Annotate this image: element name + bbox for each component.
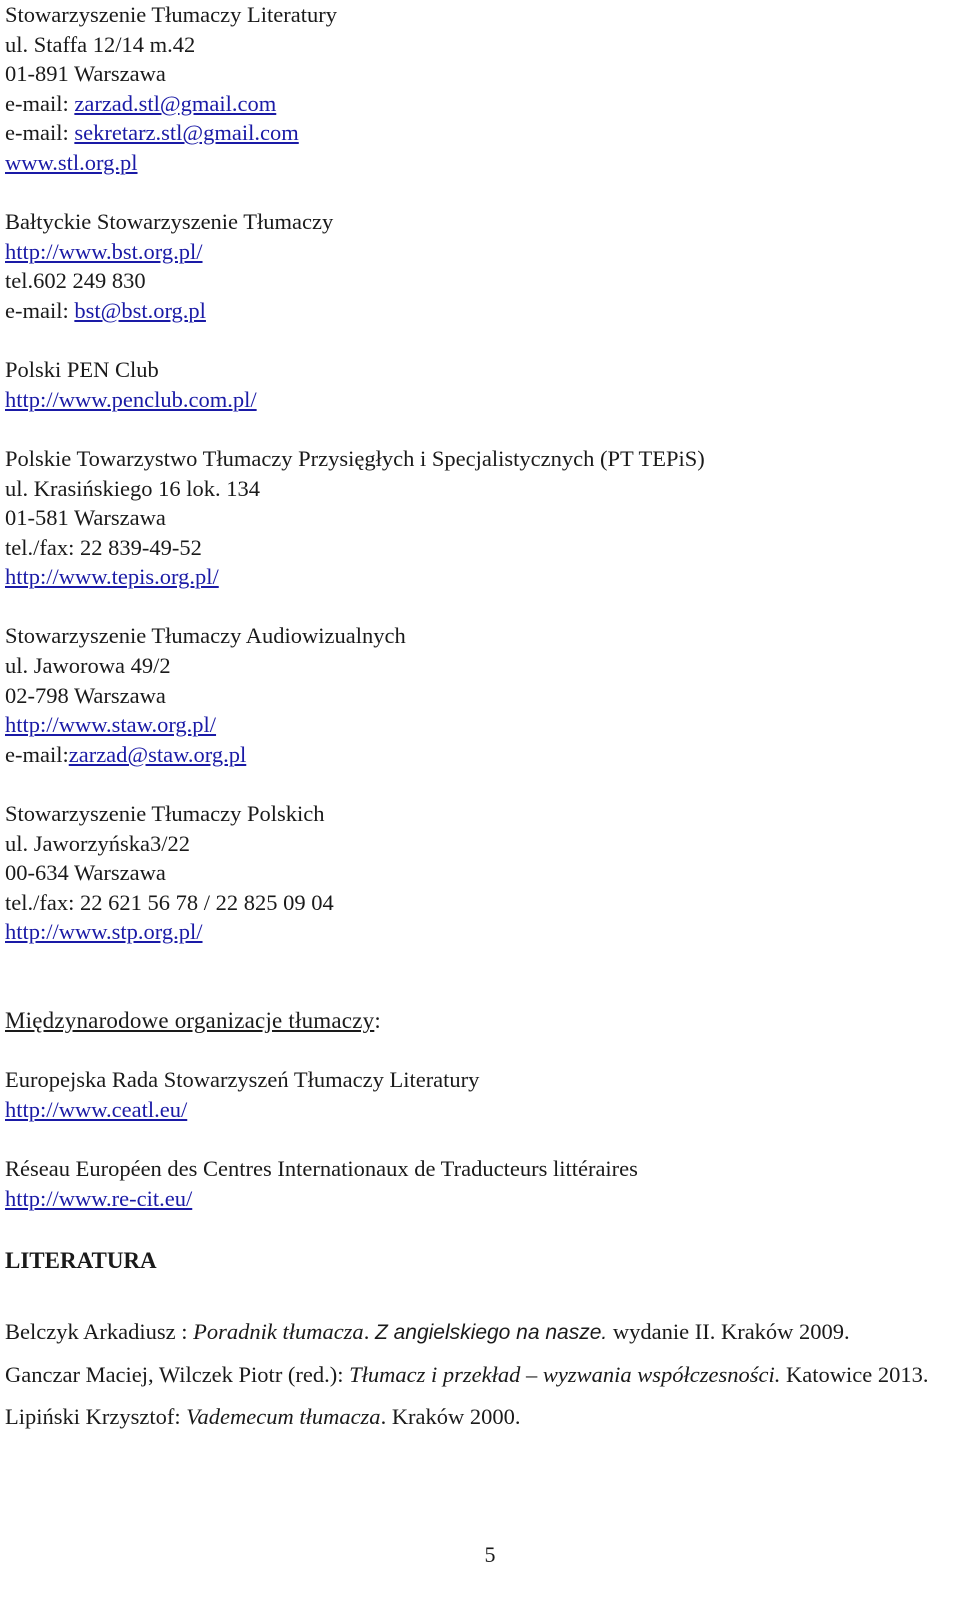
org-name: Bałtyckie Stowarzyszenie Tłumaczy <box>5 209 334 235</box>
spacer <box>5 178 955 208</box>
international-heading <box>5 1006 955 1036</box>
org-phone: tel.602 249 830 <box>5 268 146 294</box>
email-label: e-mail: <box>5 297 75 323</box>
org-block-bst <box>5 207 955 325</box>
email-link[interactable]: sekretarz.stl@gmail.com <box>74 120 299 146</box>
email-link[interactable]: zarzad.stl@gmail.com <box>74 90 277 116</box>
org-name: Polskie Towarzystwo Tłumaczy Przysięgłych i Specjalistycznych (PT TEPiS) <box>5 445 705 471</box>
org-email-line <box>5 296 955 326</box>
website-link[interactable]: http://www.penclub.com.pl/ <box>5 386 257 412</box>
intl-org-ceatl <box>5 1065 955 1124</box>
spacer <box>5 1036 955 1066</box>
ref-author: Lipiński Krzysztof: <box>5 1404 187 1430</box>
page-number: 5 <box>484 1542 496 1567</box>
org-block-staw <box>5 621 955 769</box>
spacer <box>5 1390 955 1402</box>
literature-title: LITERATURA <box>5 1248 157 1274</box>
org-web-line <box>5 917 955 947</box>
ref-title: Tłumacz i przekład – wyzwania współczesności. <box>349 1362 781 1388</box>
ref-title: Vademecum tłumacza <box>186 1404 381 1430</box>
website-link[interactable]: http://www.re-cit.eu/ <box>5 1185 193 1211</box>
spacer <box>5 1213 955 1235</box>
org-block-pen <box>5 355 955 414</box>
org-address: ul. Staffa 12/14 m.42 <box>5 31 196 57</box>
international-heading-text: Międzynarodowe organizacje tłumaczy <box>5 1008 375 1034</box>
org-web-line <box>5 385 955 415</box>
reference-item <box>5 1360 935 1390</box>
org-email-line <box>5 118 955 148</box>
website-link[interactable]: http://www.bst.org.pl/ <box>5 238 203 264</box>
org-email-line <box>5 89 955 119</box>
ref-rest: . Kraków 2000. <box>380 1404 521 1430</box>
website-link[interactable]: http://www.staw.org.pl/ <box>5 712 217 738</box>
org-phone: tel./fax: 22 839-49-52 <box>5 534 202 560</box>
website-link[interactable]: http://www.tepis.org.pl/ <box>5 564 219 590</box>
intl-org-recit <box>5 1154 955 1213</box>
org-address: ul. Krasińskiego 16 lok. 134 <box>5 475 260 501</box>
org-name: Stowarzyszenie Tłumaczy Audiowizualnych <box>5 623 406 649</box>
org-name: Stowarzyszenie Tłumaczy Polskich <box>5 801 325 827</box>
spacer <box>5 769 955 799</box>
org-name: Stowarzyszenie Tłumaczy Literatury <box>5 2 337 27</box>
ref-sep: . <box>363 1319 375 1345</box>
ref-title: Poradnik tłumacza <box>193 1319 364 1345</box>
ref-rest: Katowice 2013. <box>780 1362 929 1388</box>
org-web-line <box>5 237 955 267</box>
intl-org-name: Réseau Européen des Centres Internationaux de Traducteurs littéraires <box>5 1156 638 1182</box>
org-name: Polski PEN Club <box>5 357 159 383</box>
spacer <box>5 1277 955 1317</box>
org-block-tepis <box>5 444 955 592</box>
org-web-line <box>5 148 955 178</box>
email-link[interactable]: bst@bst.org.pl <box>74 297 206 323</box>
spacer <box>5 414 955 444</box>
email-label: e-mail: <box>5 741 69 767</box>
website-link[interactable]: http://www.ceatl.eu/ <box>5 1096 188 1122</box>
org-address: ul. Jaworowa 49/2 <box>5 653 171 679</box>
org-block-stl <box>5 0 955 178</box>
reference-item <box>5 1317 955 1348</box>
international-heading-colon: : <box>374 1008 381 1034</box>
spacer <box>5 977 955 1007</box>
org-phone: tel./fax: 22 621 56 78 / 22 825 09 04 <box>5 889 334 915</box>
ref-subtitle: Z angielskiego na nasze. <box>374 1321 608 1345</box>
org-city: 01-891 Warszawa <box>5 61 166 87</box>
ref-author: Ganczar Maciej, Wilczek Piotr (red.): <box>5 1362 350 1388</box>
org-web-line <box>5 562 955 592</box>
org-city: 00-634 Warszawa <box>5 860 166 886</box>
org-city: 01-581 Warszawa <box>5 505 166 531</box>
spacer <box>5 1348 955 1360</box>
email-label: e-mail: <box>5 90 75 116</box>
org-web-line <box>5 710 955 740</box>
ref-rest: wydanie II. Kraków 2009. <box>607 1319 850 1345</box>
spacer <box>5 592 955 622</box>
email-link[interactable]: zarzad@staw.org.pl <box>68 741 247 767</box>
org-email-line <box>5 740 955 770</box>
reference-item <box>5 1402 955 1432</box>
document-page <box>5 0 955 1432</box>
intl-org-name: Europejska Rada Stowarzyszeń Tłumaczy Literatury <box>5 1067 480 1093</box>
spacer <box>5 326 955 356</box>
website-link[interactable]: http://www.stp.org.pl/ <box>5 919 203 945</box>
ref-author: Belczyk Arkadiusz : <box>5 1319 194 1345</box>
org-block-stp <box>5 799 955 947</box>
intl-org-web-line <box>5 1184 955 1214</box>
spacer <box>5 1125 955 1155</box>
spacer <box>5 947 955 977</box>
org-address: ul. Jaworzyńska3/22 <box>5 830 190 856</box>
org-city: 02-798 Warszawa <box>5 682 166 708</box>
email-label: e-mail: <box>5 120 75 146</box>
website-link[interactable]: www.stl.org.pl <box>5 149 138 175</box>
intl-org-web-line <box>5 1095 955 1125</box>
